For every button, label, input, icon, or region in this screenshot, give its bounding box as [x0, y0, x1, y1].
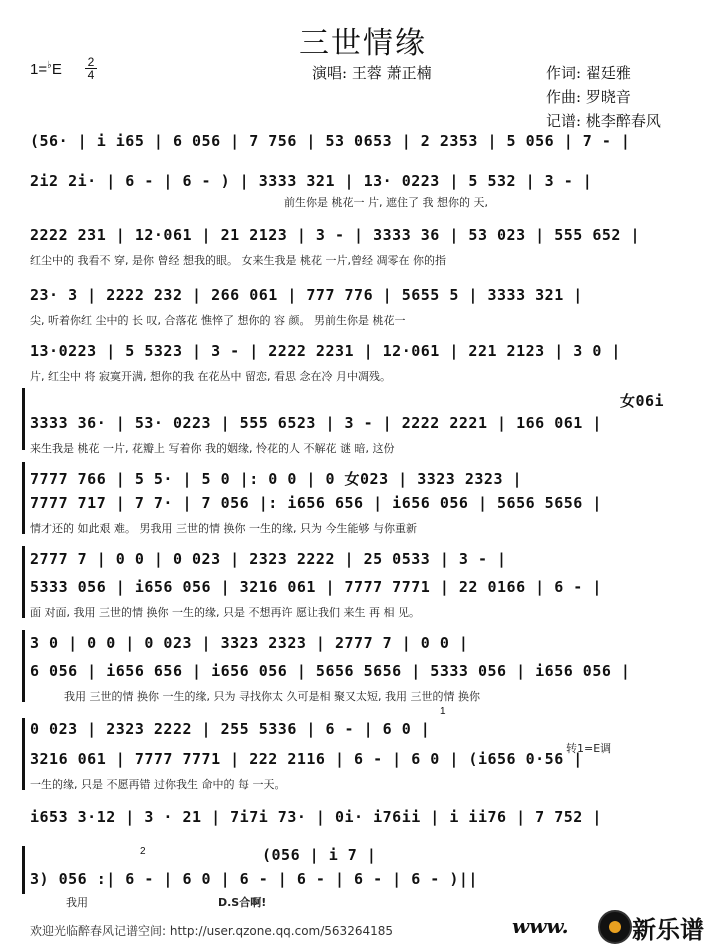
- footer-link-text: 欢迎光临醉春风记谱空间: http://user.qzone.qq.com/563264185: [30, 924, 394, 938]
- lyrics-line-4: 尖, 听着你红 尘中的 长 叹, 合落花 憔悴了 想你的 容 颜。 男前生你是 桃花一: [30, 314, 406, 327]
- lyrics-line-6: 来生我是 桃花 一片, 花瓣上 写着你 我的姻缘, 怜花的人 不解花 谜 暗, 这份: [30, 442, 395, 455]
- singers: 演唱: 王蓉 萧正楠: [312, 64, 432, 82]
- logo-icon: [598, 910, 632, 944]
- key-prefix: 1=: [30, 61, 48, 78]
- score-line-7: 7777 717 | 7 7· | 7 056 |: i656 656 | i656 056 | 5656 5656 |: [30, 494, 602, 512]
- meter-bottom: 4: [85, 68, 97, 81]
- score-line-2: 2i2 2i· | 6 - | 6 - ) | 3333 321 | 13· 0223 | 5 532 | 3 - |: [30, 172, 593, 190]
- system-bracket: [22, 546, 25, 618]
- score-line-3: 2222 231 | 12·061 | 21 2123 | 3 - | 3333 36 | 53 023 | 555 652 |: [30, 226, 640, 244]
- score-line-10: 3216 061 | 7777 7771 | 222 2116 | 6 - | 6 0 | (i656 0·56 |: [30, 750, 583, 768]
- page-title: 三世情缘: [299, 26, 427, 61]
- lyrics-line-7: 情才还的 如此艰 难。 男我用 三世的情 换你 一生的缘, 只为 今生能够 与你重新: [30, 522, 417, 535]
- lyrics-line-3: 红尘中的 我看不 穿, 是你 曾经 想我的眼。 女来生我是 桃花 一片,曾经 凋零在 你的指: [30, 254, 446, 267]
- time-signature: [85, 56, 97, 81]
- score-line-6: 3333 36· | 53· 0223 | 555 6523 | 3 - | 2222 2221 | 166 061 |: [30, 414, 602, 432]
- key-note: E: [51, 61, 62, 78]
- score-line-1: (56· | i i65 | 6 056 | 7 756 | 53 0653 | 2 2353 | 5 056 | 7 - |: [30, 132, 631, 150]
- flat-symbol: ♭: [47, 60, 52, 71]
- composer: 作曲: 罗晓音: [546, 88, 631, 106]
- lyrics-line-2: 前生你是 桃花一 片, 遮住了 我 想你的 天,: [284, 196, 488, 209]
- score-line-8: 5333 056 | i656 056 | 3216 061 | 7777 7771 | 22 0166 | 6 - |: [30, 578, 602, 596]
- score-line-12-upper: (056 | i 7 |: [262, 846, 377, 864]
- lyrics-line-10: 一生的缘, 只是 不愿再错 过你我生 命中的 每 一天。: [30, 778, 286, 791]
- lyrics-line-5: 片, 红尘中 将 寂寞开满, 想你的我 在花丛中 留恋, 看思 念在冷 月中凋残。: [30, 370, 391, 383]
- lyrics-line-9: 我用 三世的情 换你 一生的缘, 只为 寻找你太 久可是相 聚又太短, 我用 三世的情 换你: [64, 690, 480, 703]
- score-line-9: 6 056 | i656 656 | i656 056 | 5656 5656 | 5333 056 | i656 056 |: [30, 662, 631, 680]
- transcriber: 记谱: 桃李醉春风: [546, 112, 661, 130]
- volta-1: 1: [440, 706, 446, 717]
- score-line-4: 23· 3 | 2222 232 | 266 061 | 777 776 | 5655 5 | 3333 321 |: [30, 286, 583, 304]
- score-line-7-upper: 7777 766 | 5 5· | 5 0 |: 0 0 | 0 女023 | 3323 2323 |: [30, 470, 523, 488]
- score-line-9-upper: 3 0 | 0 0 | 0 023 | 3323 2323 | 2777 7 | 0 0 |: [30, 634, 469, 652]
- dal-segno: D.S合啊!: [218, 896, 267, 909]
- system-bracket: [22, 388, 25, 450]
- system-bracket: [22, 630, 25, 702]
- lyricist: 作词: 翟廷雅: [546, 64, 631, 82]
- system-bracket: [22, 462, 25, 534]
- meter-top: 2: [87, 55, 95, 69]
- score-line-10-upper: 0 023 | 2323 2222 | 255 5336 | 6 - | 6 0 |: [30, 720, 431, 738]
- score-line-11: i653 3·12 | 3 · 21 | 7i7i 73· | 0i· i76ii | i ii76 | 7 752 |: [30, 808, 602, 826]
- lyrics-line-8: 面 对面, 我用 三世的情 换你 一生的缘, 只是 不想再许 愿让我们 来生 再 相 见。: [30, 606, 420, 619]
- key-signature: [30, 60, 62, 78]
- footer-url-fragment: www.: [512, 914, 569, 938]
- system-bracket: [22, 846, 25, 894]
- score-line-8-upper: 2777 7 | 0 0 | 0 023 | 2323 2222 | 25 0533 | 3 - |: [30, 550, 507, 568]
- score-line-5: 13·0223 | 5 5323 | 3 - | 2222 2231 | 12·061 | 221 2123 | 3 0 |: [30, 342, 621, 360]
- volta-2: 2: [140, 846, 146, 857]
- score-line-6-upper: 女06i: [620, 392, 665, 410]
- brand-logo-text: 新乐谱: [632, 916, 704, 944]
- key-change-note: 转1=E调: [566, 742, 612, 755]
- lyrics-line-12: 我用: [66, 896, 88, 909]
- score-line-12: 3) 056 :| 6 - | 6 0 | 6 - | 6 - | 6 - | 6 - )||: [30, 870, 478, 888]
- system-bracket: [22, 718, 25, 790]
